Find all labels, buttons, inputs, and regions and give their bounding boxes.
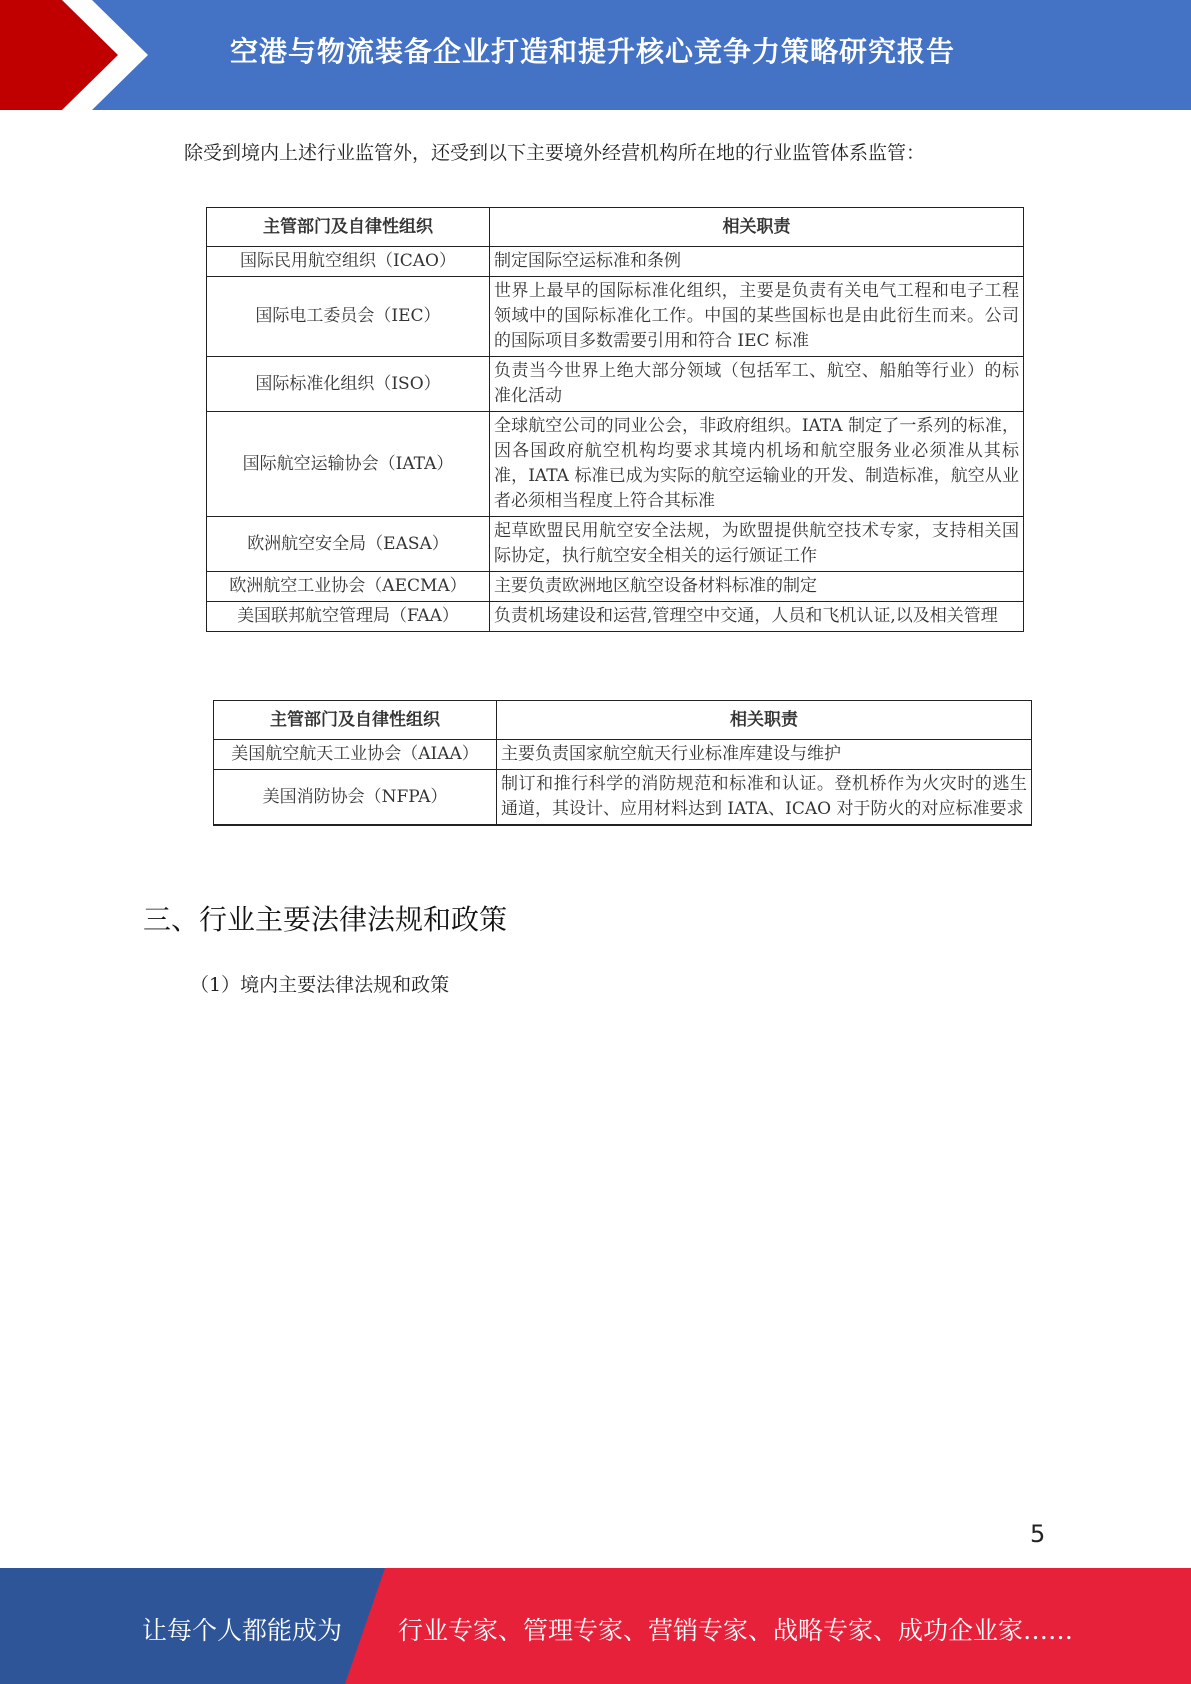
table-row — [207, 517, 1024, 572]
footer-slogan-right: 行业专家、管理专家、营销专家、战略专家、成功企业家…… — [398, 1616, 1074, 1645]
regulator-table-1 — [206, 207, 1024, 632]
table-row — [207, 357, 1024, 412]
report-title: 空港与物流装备企业打造和提升核心竞争力策略研究报告 — [230, 35, 956, 68]
org-cell: 美国消防协会（NFPA） — [214, 770, 497, 826]
sub-heading: （1）境内主要法律法规和政策 — [190, 974, 450, 996]
org-cell: 国际标准化组织（ISO） — [207, 357, 490, 412]
org-cell: 美国联邦航空管理局（FAA） — [207, 602, 490, 632]
column-header-duty: 相关职责 — [497, 701, 1032, 740]
org-cell: 欧洲航空安全局（EASA） — [207, 517, 490, 572]
regulator-table-2 — [213, 700, 1032, 826]
table-row — [207, 572, 1024, 602]
table-row — [207, 602, 1024, 632]
table-row — [207, 247, 1024, 277]
duty-cell: 制订和推行科学的消防规范和标准和认证。登机桥作为火灾时的逃生通道，其设计、应用材料达到 IATA、ICAO 对于防火的对应标准要求 — [497, 770, 1032, 826]
table-row — [207, 412, 1024, 517]
column-header-org: 主管部门及自律性组织 — [214, 701, 497, 740]
table-row — [207, 277, 1024, 357]
column-header-duty: 相关职责 — [490, 208, 1024, 247]
duty-cell: 起草欧盟民用航空安全法规，为欧盟提供航空技术专家，支持相关国际协定，执行航空安全相关的运行颁证工作 — [490, 517, 1024, 572]
duty-cell: 主要负责欧洲地区航空设备材料标准的制定 — [490, 572, 1024, 602]
column-header-org: 主管部门及自律性组织 — [207, 208, 490, 247]
duty-cell: 全球航空公司的同业公会，非政府组织。IATA 制定了一系列的标准，因各国政府航空机构均要求其境内机场和航空服务业必须准从其标准，IATA 标准已成为实际的航空运输业的开发、制造标准，航空从业者必须相当程度上符合其标准 — [490, 412, 1024, 517]
footer-slogan-left: 让每个人都能成为 — [142, 1616, 343, 1645]
table-header-row — [207, 208, 1024, 247]
table-row — [214, 740, 1032, 770]
duty-cell: 世界上最早的国际标准化组织，主要是负责有关电气工程和电子工程领域中的国际标准化工作。中国的某些国标也是由此衍生而来。公司的国际项目多数需要引用和符合 IEC 标准 — [490, 277, 1024, 357]
table-header-row — [214, 701, 1032, 740]
org-cell: 国际电工委员会（IEC） — [207, 277, 490, 357]
duty-cell: 制定国际空运标准和条例 — [490, 247, 1024, 277]
intro-paragraph: 除受到境内上述行业监管外，还受到以下主要境外经营机构所在地的行业监管体系监管： — [184, 142, 926, 164]
org-cell: 欧洲航空工业协会（AECMA） — [207, 572, 490, 602]
section-heading: 三、行业主要法律法规和政策 — [143, 903, 508, 936]
page-number: 5 — [1030, 1520, 1046, 1548]
page-header — [0, 0, 1191, 110]
org-cell: 美国航空航天工业协会（AIAA） — [214, 740, 497, 770]
duty-cell: 负责当今世界上绝大部分领域（包括军工、航空、船舶等行业）的标准化活动 — [490, 357, 1024, 412]
org-cell: 国际民用航空组织（ICAO） — [207, 247, 490, 277]
org-cell: 国际航空运输协会（IATA） — [207, 412, 490, 517]
table-row — [214, 770, 1032, 826]
duty-cell: 负责机场建设和运营,管理空中交通，人员和飞机认证,以及相关管理 — [490, 602, 1024, 632]
duty-cell: 主要负责国家航空航天行业标准库建设与维护 — [497, 740, 1032, 770]
page-footer — [0, 1568, 1191, 1684]
